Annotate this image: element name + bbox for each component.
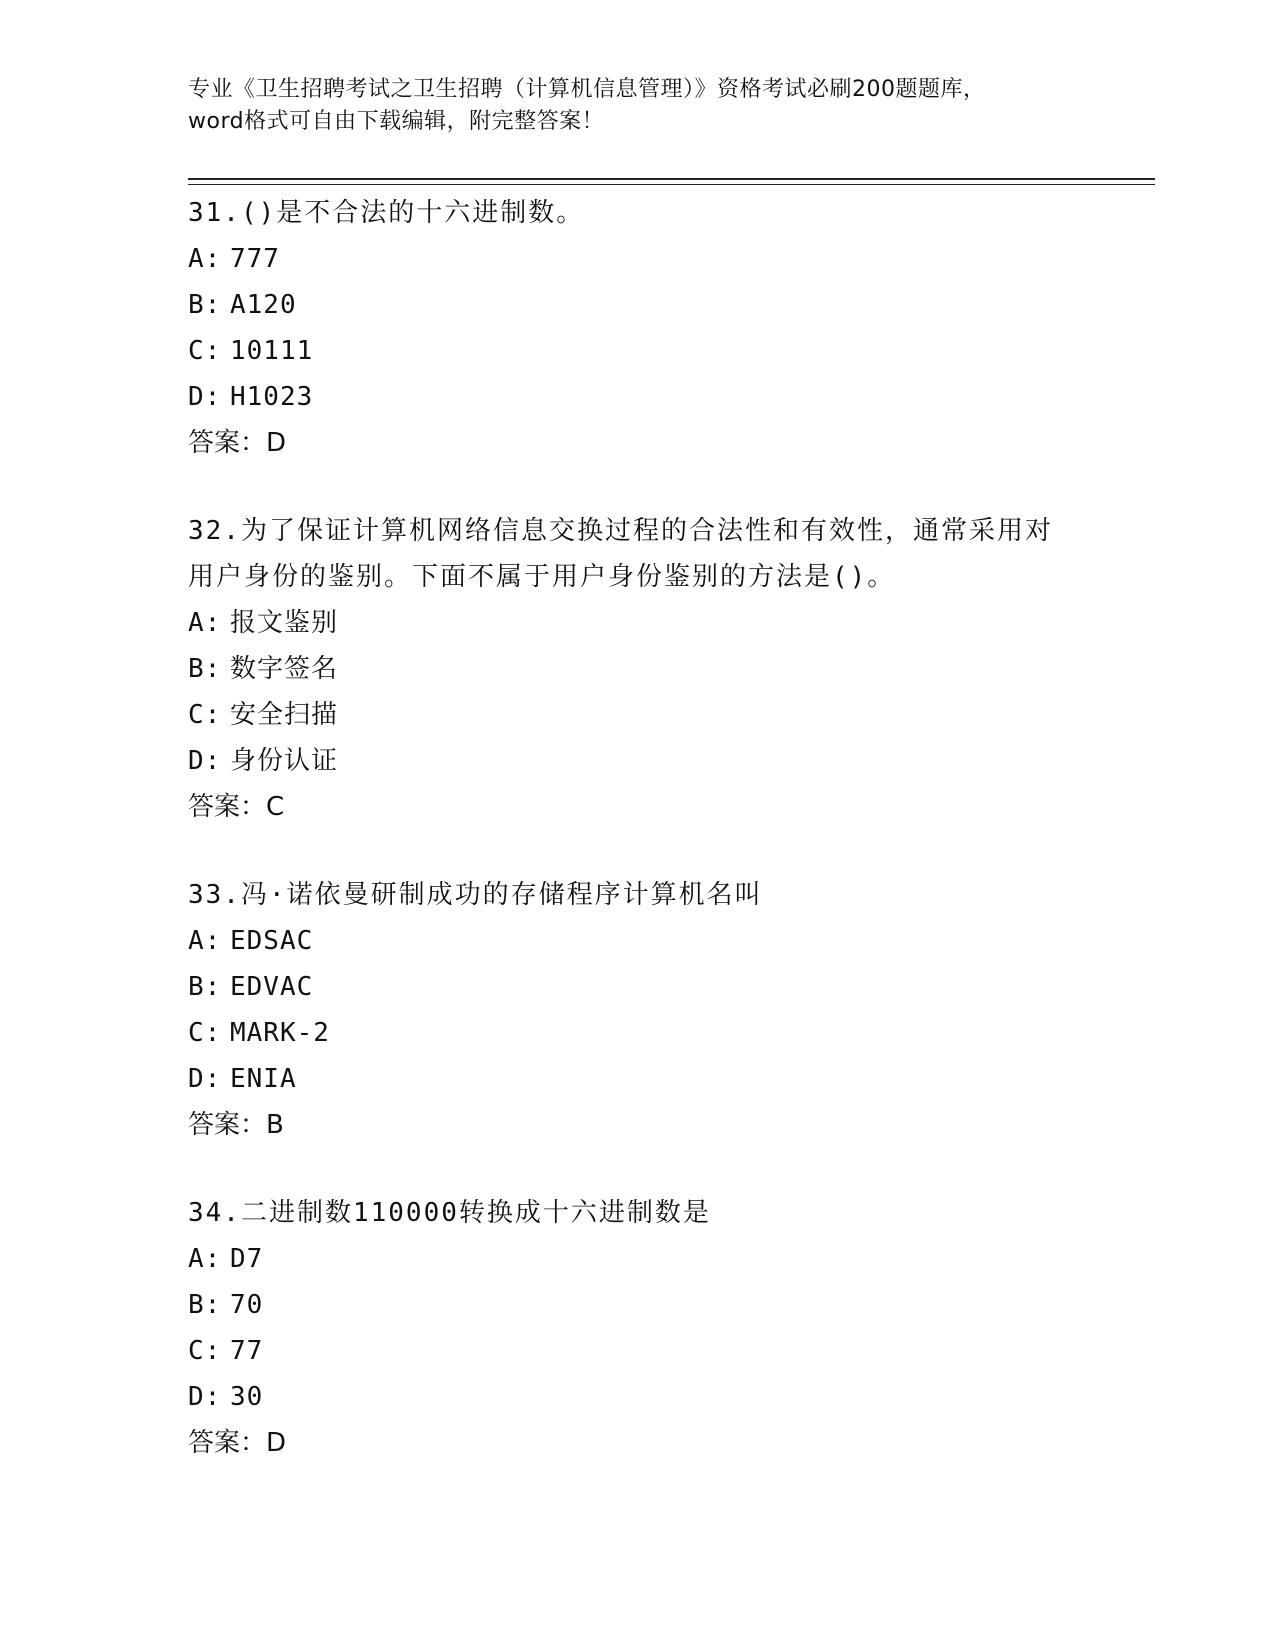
option-b xyxy=(188,1282,1088,1328)
option-c xyxy=(188,692,1088,738)
question-32 xyxy=(188,508,1088,830)
option-letter: B: xyxy=(188,1290,222,1320)
option-letter: D: xyxy=(188,1064,222,1094)
question-text-continued: 用户身份的鉴别。下面不属于用户身份鉴别的方法是()。 xyxy=(188,562,896,592)
answer-label: 答案：B xyxy=(188,1110,284,1140)
header-line-1: 专业《卫生招聘考试之卫生招聘（计算机信息管理）》资格考试必刷200题题库， xyxy=(188,77,986,102)
option-d xyxy=(188,374,1088,420)
option-letter: A: xyxy=(188,926,222,956)
option-b xyxy=(188,646,1088,692)
option-letter: C: xyxy=(188,1018,222,1048)
option-letter: D: xyxy=(188,746,222,776)
option-letter: A: xyxy=(188,1244,222,1274)
option-b xyxy=(188,964,1088,1010)
option-text: 70 xyxy=(230,1290,264,1320)
option-text: 777 xyxy=(230,244,280,274)
document-header xyxy=(188,74,1088,138)
answer-label: 答案：D xyxy=(188,1428,287,1458)
header-divider xyxy=(188,178,1155,185)
option-letter: B: xyxy=(188,972,222,1002)
option-text: 安全扫描 xyxy=(230,700,339,730)
option-letter: A: xyxy=(188,244,222,274)
option-text: 77 xyxy=(230,1336,264,1366)
option-letter: B: xyxy=(188,290,222,320)
option-text: 身份认证 xyxy=(230,746,339,776)
answer-label: 答案：C xyxy=(188,792,285,822)
option-d xyxy=(188,738,1088,784)
option-text: 30 xyxy=(230,1382,264,1412)
option-letter: C: xyxy=(188,1336,222,1366)
answer-label: 答案：D xyxy=(188,428,287,458)
option-text: H1023 xyxy=(230,382,314,412)
header-line-2: word格式可自由下载编辑，附完整答案！ xyxy=(188,109,605,134)
option-c xyxy=(188,1328,1088,1374)
option-text: 报文鉴别 xyxy=(230,608,339,638)
option-d xyxy=(188,1056,1088,1102)
option-text: A120 xyxy=(230,290,297,320)
question-31 xyxy=(188,190,1088,466)
question-33 xyxy=(188,872,1088,1148)
option-text: EDVAC xyxy=(230,972,314,1002)
option-a xyxy=(188,236,1088,282)
option-b xyxy=(188,282,1088,328)
option-a xyxy=(188,1236,1088,1282)
question-list xyxy=(188,190,1088,1508)
option-a xyxy=(188,600,1088,646)
question-text: 31.()是不合法的十六进制数。 xyxy=(188,198,585,228)
option-d xyxy=(188,1374,1088,1420)
option-text: ENIA xyxy=(230,1064,297,1094)
option-letter: D: xyxy=(188,382,222,412)
option-text: MARK-2 xyxy=(230,1018,330,1048)
option-text: 10111 xyxy=(230,336,314,366)
option-text: D7 xyxy=(230,1244,264,1274)
question-34 xyxy=(188,1190,1088,1466)
option-letter: A: xyxy=(188,608,222,638)
option-letter: C: xyxy=(188,336,222,366)
question-text: 33.冯·诺依曼研制成功的存储程序计算机名叫 xyxy=(188,880,763,910)
option-a xyxy=(188,918,1088,964)
option-text: 数字签名 xyxy=(230,654,339,684)
question-text: 32.为了保证计算机网络信息交换过程的合法性和有效性，通常采用对 xyxy=(188,516,1053,546)
option-c xyxy=(188,1010,1088,1056)
question-text: 34.二进制数110000转换成十六进制数是 xyxy=(188,1198,711,1228)
option-letter: D: xyxy=(188,1382,222,1412)
option-letter: C: xyxy=(188,700,222,730)
option-c xyxy=(188,328,1088,374)
option-text: EDSAC xyxy=(230,926,314,956)
option-letter: B: xyxy=(188,654,222,684)
